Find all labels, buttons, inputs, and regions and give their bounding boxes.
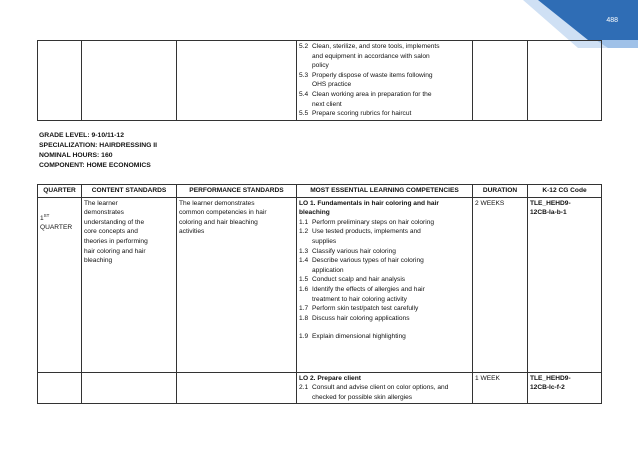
competency-item: 1.3 Classify various hair coloring xyxy=(299,247,396,255)
competency-item: 1.1 Perform preliminary steps on hair coloring xyxy=(299,218,435,226)
continuation-table xyxy=(37,40,602,121)
competencies-cell xyxy=(297,372,473,404)
competency-item: 1.5 Conduct scalp and hair analysis xyxy=(299,276,406,284)
content-standard-cell xyxy=(82,41,177,121)
lo-title: LO 1. Fundamentals in hair coloring and hair xyxy=(299,199,439,207)
content-standard-cell: The learner demonstrates understanding of the core concepts and theories in performing hair coloring and hair bleaching xyxy=(82,197,177,372)
competency-item: 1.2 Use tested products, implements and supplies xyxy=(299,228,421,245)
duration-cell: 2 WEEKS xyxy=(473,197,528,372)
competency-item: 1.9 Explain dimensional highlighting xyxy=(299,333,406,341)
competency-item: 5.3 Properly dispose of waste items following OHS practice xyxy=(299,71,433,89)
quarter-cell: 1ST QUARTER xyxy=(38,197,82,372)
header-quarter: QUARTER xyxy=(38,185,82,198)
code-cell: TLE_HEHD9- 12CB-Ic-f-2 xyxy=(528,372,602,404)
competencies-cell xyxy=(297,197,473,372)
table-row xyxy=(38,197,602,372)
competency-item: 1.7 Perform skin test/patch test carefully xyxy=(299,305,419,313)
performance-standard-cell xyxy=(177,41,297,121)
code-cell: TLE_HEHD9- 12CB-Ia-b-1 xyxy=(528,197,602,372)
header-row xyxy=(38,185,602,198)
quarter-cell xyxy=(38,41,82,121)
performance-standard-cell xyxy=(177,372,297,404)
competency-item: 1.4 Describe various types of hair coloring application xyxy=(299,257,424,274)
competency-item: 1.6 Identify the effects of allergies and hair treatment to hair coloring activity xyxy=(299,285,425,303)
nominal-hours: NOMINAL HOURS: 160 xyxy=(39,152,113,159)
competencies-cell xyxy=(297,41,473,121)
performance-standard-cell: The learner demonstrates common competencies in hair coloring and hair bleaching activities xyxy=(177,197,297,372)
competency-item: 2.1 Consult and advise client on color options, and checked for possible skin allergies xyxy=(299,384,449,401)
curriculum-table xyxy=(37,184,602,404)
component: COMPONENT: HOME ECONOMICS xyxy=(39,162,151,169)
header-code: K-12 CG Code xyxy=(528,185,602,198)
table-row xyxy=(38,41,602,121)
header-competencies: MOST ESSENTIAL LEARNING COMPETENCIES xyxy=(297,185,473,198)
grade-level: GRADE LEVEL: 9-10/11-12 xyxy=(39,132,124,139)
specialization: SPECIALIZATION: HAIRDRESSING II xyxy=(39,142,158,149)
code-cell xyxy=(528,41,602,121)
duration-cell: 1 WEEK xyxy=(473,372,528,404)
header-duration: DURATION xyxy=(473,185,528,198)
competency-item: 5.2 Clean, sterilize, and store tools, implements and equipment in accordance with salon policy xyxy=(299,43,440,70)
lo-title: LO 2. Prepare client xyxy=(299,374,361,382)
lo-title-cont: bleaching xyxy=(299,209,330,217)
page-number: 488 xyxy=(606,17,618,24)
table-row xyxy=(38,372,602,404)
duration-cell xyxy=(473,41,528,121)
header-content-standards: CONTENT STANDARDS xyxy=(82,185,177,198)
competency-item: 1.8 Discuss hair coloring applications xyxy=(299,314,410,322)
competency-item: 5.4 Clean working area in preparation for the next client xyxy=(299,90,432,108)
quarter-cell xyxy=(38,372,82,404)
header-performance-standards: PERFORMANCE STANDARDS xyxy=(177,185,297,198)
course-meta xyxy=(39,131,157,171)
competency-item: 5.5 Prepare scoring rubrics for haircut xyxy=(299,110,412,118)
content-standard-cell xyxy=(82,372,177,404)
